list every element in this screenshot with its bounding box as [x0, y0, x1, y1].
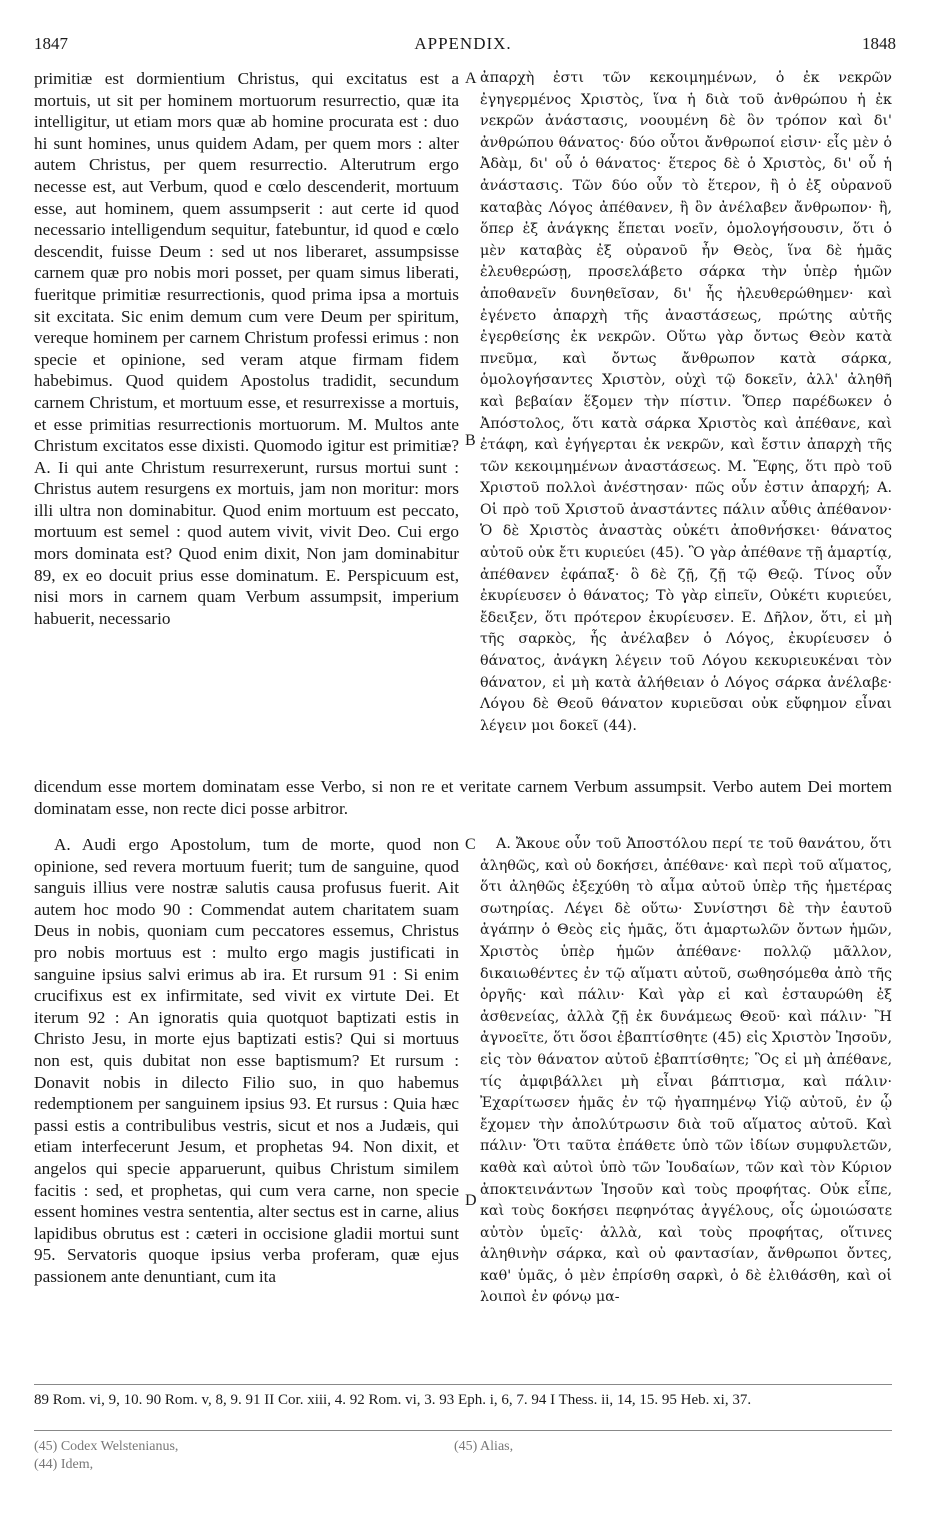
column-marker-b: B — [465, 432, 476, 449]
column-marker-c: C — [465, 836, 476, 853]
latin-text-1: primitiæ est dormientium Christus, qui excitatus est a mortuis, ut sit per hominem mortuorum resurrectio, quæ ita intelligitur, ut etiam mors quæ ab homine procurata est : duo hi sunt homines, unus quidem Adam, per quem mors : alter autem Christus, per quem resurrectio. Alterutrum ergo necesse est, aut Verbum, quod e cœlo descenderit, mortuum esse, aut hominem, quem assumpserit : aut certe id quod necessario intelligendum sequitur, fatebuntur, id quod e cœlo descendit, fuisse Deum : sed ut nos liberaret, assumpsisse carnem quæ pro nobis mori posset, per quam simus liberati, fueritque primitiæ resurrectionis, quod prima ipsa a mortuis sit excitata. Sic enim demum cum vere Deum per spiritum, vereque hominem per carnem Christum professi erimus : non specie et opinione, sed veram atque firmam fidem habebimus. Quod quidem Apostolus tradidit, secundum carnem Christum, et mortuum esse, et resurrexisse a mortuis, et esse primitias resurrectionis mortuorum. M. Multos ante Christum excitatos esse dixisti. Quomodo igitur est primitiæ? A. Ii qui ante Christum resurrexerunt, rursus mortui sunt : Christus autem resurgens ex mortuis, jam non moritur: mors illi ultra non dominabitur. Quod enim mortuum est peccato, mortuum est semel : quod autem vivit, vivit Deo. Cui ergo mors dominata est? Quod enim dixit, Non jam dominabitur 89, ex eo docuit prius esse dominatum. E. Perspicuum est, nisi mors in carnem quam Verbum assumpsit, imperium habuerit, necessario — [34, 69, 459, 628]
latin-column-bottom — [34, 834, 459, 1379]
latin-continuation: dicendum esse mortem dominatam esse Verbo, si non re et veritate carnem Verbum assumpsit. Verbo autem Dei mortem dominatam esse, non recte dici posse arbitror. — [34, 777, 892, 818]
page-number-right: 1848 — [862, 34, 896, 53]
notes-rule — [34, 1430, 892, 1431]
note-45: (45) Codex Welstenianus, — [34, 1439, 179, 1454]
footnotes: 89 Rom. vi, 9, 10. 90 Rom. v, 8, 9. 91 II Cor. xiii, 4. 92 Rom. vi, 3. 93 Eph. i, 6, 7. 94 I Thess. ii, 14, 15. 95 Heb. xi, 37. — [34, 1392, 752, 1408]
running-title: APPENDIX. — [414, 34, 512, 53]
full-width-line — [34, 776, 892, 819]
latin-text-2: A. Audi ergo Apostolum, tum de morte, quod non opinione, sed revera mortuum fuerit; tum de sanguine, quod sanguis illius vere nostræ salutis causa profusus fuerit. Ait autem hoc modo 90 : Commendat autem charitatem suam Deus in nobis, quoniam cum peccatores essemus, Christus pro nobis mortuus est : multo ergo magis justificati in sanguine ipsius salvi erimus ab ira. Et rursum 91 : Si enim crucifixus est ex infirmitate, sed vivit ex virtute Dei. Et iterum 92 : An ignoratis quia quotquot baptizati estis in Christo Jesu, in morte ejus baptizati estis? Qui si mortuus non est, quis dubitat non esse baptismum? Et rursum : Donavit nobis in dilecto Filio suo, in quo habemus redemptionem per sanguinem ipsius 93. Et rursus : Quia hæc passi estis a contribulibus vestris, sicut et nos a Judæis, qui etiam interfecerunt Jesum, et prophetas 94. Non dixit, et angelos qui specie apparuerunt, quibus Christum similem facitis : sed, et prophetas, qui cum vera carne, non specie essent homines vestra sententia, alter sectus est in carne, alius lapidibus obrutus est : cæteri in occisione gladii mortui sunt 95. Servatoris quoque ipsius verba proferam, quæ ejus passionem ante denuntiant, cum ita — [34, 835, 459, 1286]
note-45-alias: (45) Alias, — [454, 1439, 514, 1454]
greek-text-1: ἀπαρχὴ ἐστι τῶν κεκοιμημένων, ὁ ἐκ νεκρῶν ἐγηγερμένος Χριστὸς, ἵνα ἡ διὰ τοῦ ἀνθρώπου ἡ ἐκ νεκρῶν ἀνάστασις, νοουμένη δὲ ὃν τρόπον καὶ δι' ἀνθρώπου θάνατος· δύο οὗτοι ἄνθρωποί εἰσιν· εἷς μὲν ὁ Ἀδὰμ, δι' οὗ ὁ θάνατος· ἕτερος δὲ ὁ Χριστὸς, δι' οὗ ἡ ἀνάστασις. Τῶν δύο οὖν τὸ ἕτερον, ἢ ὁ ἐξ οὐρανοῦ καταβὰς Λόγος ἀπέθανεν, ἢ ὃν ἀνέλαβεν ἄνθρωπον· ἢ, ὅπερ ἐξ ἀνάγκης ἕπεται νοεῖν, ὁμολογήσουσιν, ὅτι ὁ μὲν καταβὰς ἐξ οὐρανοῦ ἦν Θεὸς, ἵνα δὲ ἡμᾶς ἐλευθερώσῃ, προσελάβετο σάρκα τὴν ὑπὲρ ἡμῶν ἀποθανεῖν δυνηθεῖσαν, δι' ἧς ἠλευθερώθημεν· καὶ ἐγένετο ἀπαρχὴ τῆς ἀναστάσεως, πρώτης αὐτῆς ἐγερθείσης ἐκ νεκρῶν. Οὕτω γὰρ ὄντως Θεὸν κατὰ πνεῦμα, καὶ ὄντως ἄνθρωπον κατὰ σάρκα, ὁμολογήσαντες Χριστὸν, οὐχὶ τῷ δοκεῖν, ἀλλ' ἀληθῆ καὶ βεβαίαν ἕξομεν τὴν πίστιν. Ὅπερ παρέδωκεν ὁ Ἀπόστολος, ὅτι κατὰ σάρκα Χριστὸς καὶ ἀπέθανε, καὶ ἐτάφη, καὶ ἐγήγερται ἐκ νεκρῶν, καὶ ἔστιν ἀπαρχὴ τῆς τῶν κεκοιμημένων ἀναστάσεως. Μ. Ἔφης, ὅτι πρὸ τοῦ Χριστοῦ πολλοὶ ἀνέστησαν· πῶς οὖν ἐστιν ἀπαρχή; Α. Οἱ πρὸ τοῦ Χριστοῦ ἀναστάντες πάλιν αὖθις ἀπέθανον· Ὁ δὲ Χριστὸς ἀναστὰς οὐκέτι ἀποθνήσκει· θάνατος αὐτοῦ οὐκ ἔτι κυριεύει (45). Ὃ γὰρ ἀπέθανε τῇ ἁμαρτίᾳ, ἀπέθανεν ἐφάπαξ· ὃ δὲ ζῇ, ζῇ τῷ Θεῷ. Τίνος οὖν ἐκυρίευσεν ὁ θάνατος; Τὸ γὰρ εἰπεῖν, Οὐκέτι κυριεύει, ἔδειξεν, ὅτι πρότερον ἐκυρίευσεν. Ε. Δῆλον, ὅτι, εἰ μὴ τῆς σαρκὸς, ἧς ἀνέλαβεν ὁ Λόγος, ἐκυρίευσεν ὁ θάνατος, ἀνάγκη λέγειν τοῦ Λόγου κεκυριευκέναι τὸν θάνατον, εἰ μὴ κατὰ ἀλήθειαν ὁ Λόγος σάρκα ἀνέλαβε· Λόγου δὲ Θεοῦ θάνατον κυριεῦσαι οὐκ εὔφημον εἶναι λέγειν μοι δοκεῖ (44). — [480, 70, 892, 734]
column-marker-d: D — [465, 1192, 477, 1209]
critical-notes — [34, 1438, 892, 1474]
greek-column-top — [480, 68, 892, 774]
note-44: (44) Idem, — [34, 1457, 94, 1472]
page-number-left: 1847 — [34, 34, 68, 53]
footnote-rule — [34, 1384, 892, 1385]
column-marker-a: A — [465, 70, 477, 87]
latin-column-top — [34, 68, 459, 774]
running-header — [0, 34, 926, 58]
greek-text-2: Α. Ἄκουε οὖν τοῦ Ἀποστόλου περί τε τοῦ θανάτου, ὅτι ἀληθῶς, καὶ οὐ δοκήσει, ἀπέθανε· καὶ περὶ τοῦ αἵματος, ὅτι ἀληθῶς ἐξεχύθη τὸ αἷμα αὐτοῦ ὑπὲρ τῆς ἡμετέρας σωτηρίας. Λέγει δὲ οὕτω· Συνίστησι δὲ τὴν ἑαυτοῦ ἀγάπην ὁ Θεὸς εἰς ἡμᾶς, ὅτι ἁμαρτωλῶν ὄντων ἡμῶν, Χριστὸς ὑπὲρ ἡμῶν ἀπέθανε· πολλῷ μᾶλλον, δικαιωθέντες ἐν τῷ αἵματι αὐτοῦ, σωθησόμεθα ἀπὸ τῆς ὀργῆς· καὶ πάλιν· Καὶ γὰρ εἰ καὶ ἐσταυρώθη ἐξ ἀσθενείας, ἀλλὰ ζῇ ἐκ δυνάμεως Θεοῦ· καὶ πάλιν· Ἢ ἀγνοεῖτε, ὅτι ὅσοι ἐβαπτίσθητε (45) εἰς Χριστὸν Ἰησοῦν, εἰς τὸν θάνατον αὐτοῦ ἐβαπτίσθητε; Ὃς εἰ μὴ ἀπέθανε, τίς ἀμφιβάλλει μὴ εἶναι βάπτισμα, καὶ πάλιν· Ἐχαρίτωσεν ἡμᾶς ἐν τῷ ἠγαπημένῳ Υἱῷ αὐτοῦ, ἐν ᾧ ἔχομεν τὴν ἀπολύτρωσιν διὰ τοῦ αἵματος αὐτοῦ. Καὶ πάλιν· Ὅτι ταῦτα ἐπάθετε ὑπὸ τῶν ἰδίων συμφυλετῶν, καθὰ καὶ αὐτοὶ ὑπὸ τῶν Ἰουδαίων, τῶν καὶ τὸν Κύριον ἀποκτεινάντων Ἰησοῦν καὶ τοὺς προφήτας. Οὐκ εἶπε, καὶ τοὺς δοκήσει πεφηνότας ἀγγέλους, οἷς ὡμοιώσατε αὐτὸν ὑμεῖς· ἀλλὰ, καὶ τοὺς προφήτας, οἵτινες ἀληθινὴν σάρκα, καὶ οὐ φαντασίαν, ἄνθρωποι ὄντες, καθ' ὑμᾶς, ὁ μὲν ἐπρίσθη σαρκὶ, ὁ δὲ ἐλιθάσθη, καὶ οἱ λοιποὶ ἐν φόνῳ μα- — [480, 836, 892, 1306]
greek-column-bottom — [480, 834, 892, 1379]
